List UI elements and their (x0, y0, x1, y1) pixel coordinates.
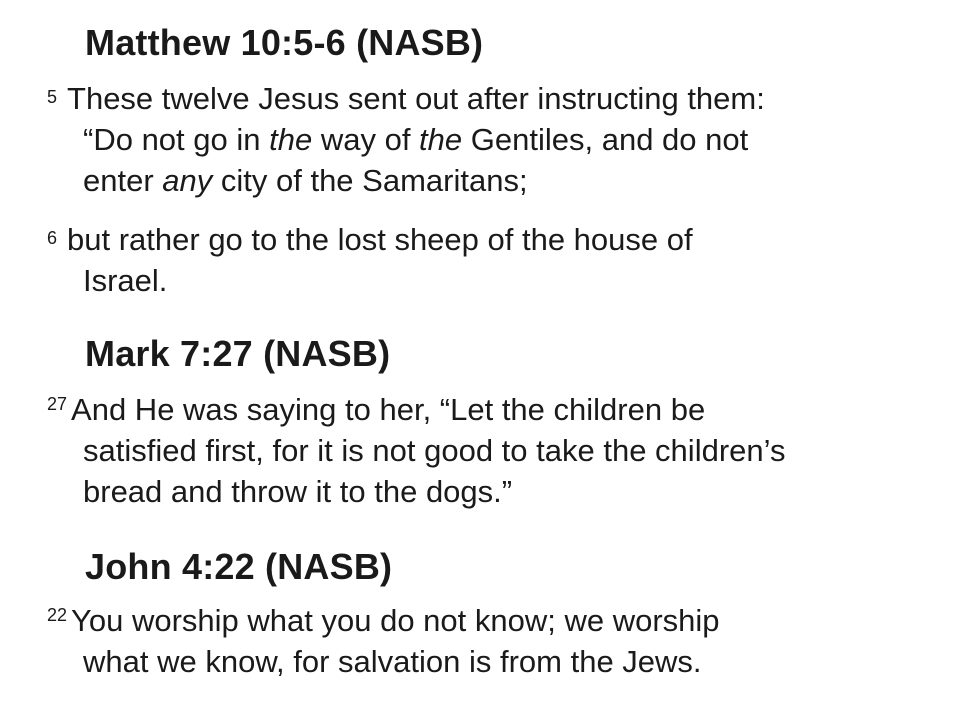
section-title-john: John 4:22 (NASB) (85, 546, 393, 587)
verse-line (47, 600, 927, 641)
verse-line (47, 389, 927, 430)
section-title-mark: Mark 7:27 (NASB) (85, 333, 391, 374)
verse-number: 22 (47, 605, 68, 625)
verse-number: 27 (47, 394, 68, 414)
verse-matthew-5 (47, 78, 927, 201)
verse-line: satisfied first, for it is not good to take the children’s (83, 433, 786, 468)
verse-number: 5 (47, 87, 58, 107)
verse-matthew-6 (47, 219, 927, 301)
verse-number: 6 (47, 228, 58, 248)
verse-mark-27 (47, 389, 927, 512)
verse-text: You worship what you do not know; we worship (71, 603, 720, 638)
verse-line: Israel. (83, 263, 168, 298)
verse-line: enter any city of the Samaritans; (83, 163, 528, 198)
verse-line (47, 78, 927, 119)
verse-john-22 (47, 600, 927, 682)
verse-text: but rather go to the lost sheep of the house of (67, 222, 693, 257)
section-title-matthew: Matthew 10:5-6 (NASB) (85, 22, 484, 63)
verse-line: “Do not go in the way of the Gentiles, and do not (83, 122, 749, 157)
verse-line (47, 219, 927, 260)
verse-line: what we know, for salvation is from the Jews. (83, 644, 702, 679)
verse-line: bread and throw it to the dogs.” (83, 474, 513, 509)
verse-text: And He was saying to her, “Let the children be (71, 392, 706, 427)
verse-text: These twelve Jesus sent out after instructing them: (67, 81, 765, 116)
